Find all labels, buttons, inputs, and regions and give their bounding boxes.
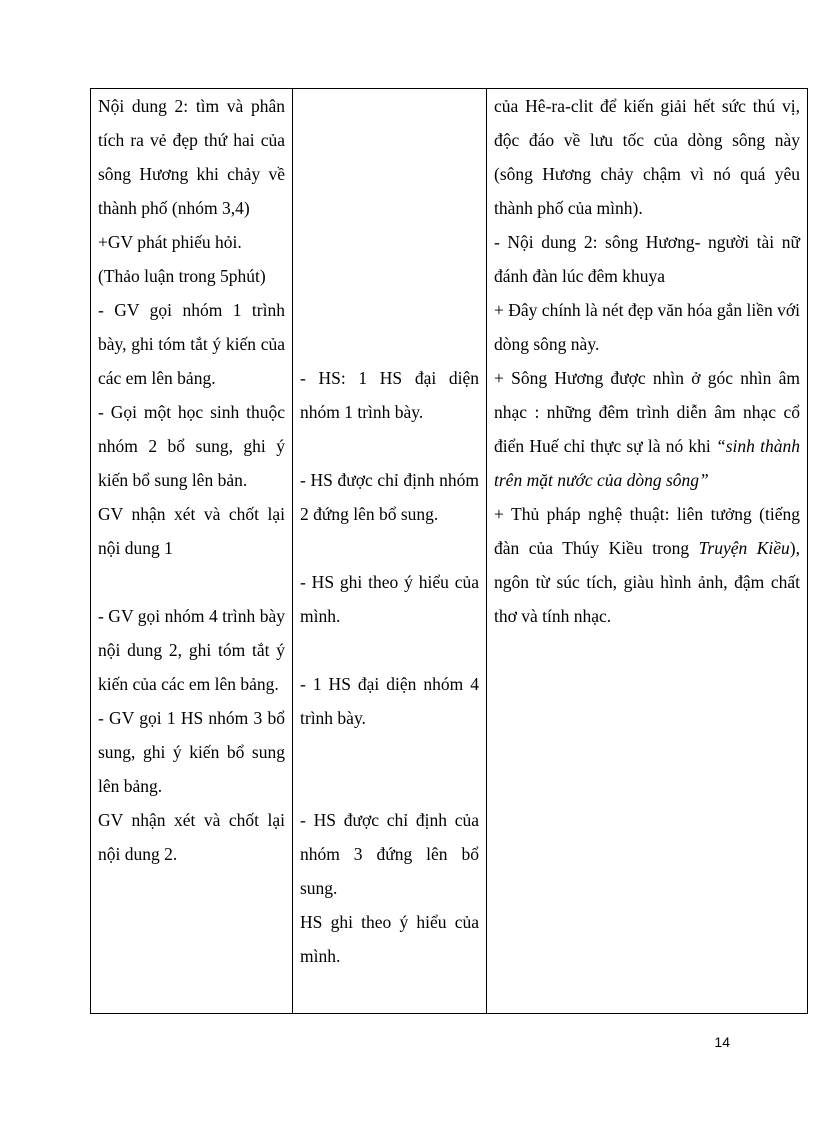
text-span: ), ngôn từ súc tích, giàu hình ảnh, đậm chất thơ và tính nhạc. (494, 538, 800, 626)
spacer (300, 89, 479, 361)
paragraph: của Hê-ra-clit để kiến giải hết sức thú vị, độc đáo về lưu tốc của dòng sông này (sông Hương chảy chậm vì nó quá yêu thành phố của mình). (494, 96, 800, 218)
paragraph: - GV gọi nhóm 4 trình bày nội dung 2, ghi tóm tắt ý kiến của các em lên bảng. (98, 606, 285, 694)
spacer (98, 565, 285, 599)
spacer (300, 531, 479, 565)
page-number: 14 (714, 1034, 730, 1050)
paragraph: (Thảo luận trong 5phút) (98, 266, 266, 286)
paragraph: GV nhận xét và chốt lại nội dung 2. (98, 810, 285, 864)
paragraph: - Nội dung 2: sông Hương- người tài nữ đánh đàn lúc đêm khuya (494, 232, 800, 286)
paragraph: - GV gọi 1 HS nhóm 3 bổ sung, ghi ý kiến bổ sung lên bảng. (98, 708, 285, 796)
lesson-plan-table (90, 88, 808, 1014)
paragraph: - Gọi một học sinh thuộc nhóm 2 bổ sung, ghi ý kiến bổ sung lên bản. (98, 402, 285, 490)
paragraph: - HS được chỉ định nhóm 2 đứng lên bổ sung. (300, 470, 479, 524)
paragraph: Nội dung 2: tìm và phân tích ra vẻ đẹp thứ hai của sông Hương khi chảy về thành phố (nhóm 3,4) (98, 96, 285, 218)
paragraph (494, 497, 800, 633)
spacer (300, 633, 479, 667)
paragraph (494, 361, 800, 497)
paragraph: - HS: 1 HS đại diện nhóm 1 trình bày. (300, 368, 479, 422)
paragraph: HS ghi theo ý hiểu của mình. (300, 912, 479, 966)
spacer (300, 735, 479, 803)
paragraph: GV nhận xét và chốt lại nội dung 1 (98, 504, 285, 558)
work-title-italic: Truyện Kiều (698, 538, 790, 558)
student-activity-cell (293, 89, 487, 1014)
paragraph: - GV gọi nhóm 1 trình bày, ghi tóm tắt ý kiến của các em lên bảng. (98, 300, 285, 388)
table-row (91, 89, 808, 1014)
quote-italic: “sinh thành trên mặt nước của dòng sông” (494, 436, 800, 490)
text-span: + Sông Hương được nhìn ở góc nhìn âm nhạc : những đêm trình diễn âm nhạc cổ điển Huế chỉ thực sự là nó khi (494, 368, 800, 456)
paragraph: + Đây chính là nét đẹp văn hóa gắn liền với dòng sông này. (494, 300, 800, 354)
paragraph: - 1 HS đại diện nhóm 4 trình bày. (300, 674, 479, 728)
content-cell (487, 89, 808, 1014)
spacer (300, 429, 479, 463)
teacher-activity-cell (91, 89, 293, 1014)
paragraph: +GV phát phiếu hỏi. (98, 232, 242, 252)
text-span: + Thủ pháp nghệ thuật: liên tưởng (tiếng đàn của Thúy Kiều trong (494, 504, 800, 558)
paragraph: - HS ghi theo ý hiểu của mình. (300, 572, 479, 626)
paragraph: - HS được chỉ định của nhóm 3 đứng lên bổ sung. (300, 810, 479, 898)
